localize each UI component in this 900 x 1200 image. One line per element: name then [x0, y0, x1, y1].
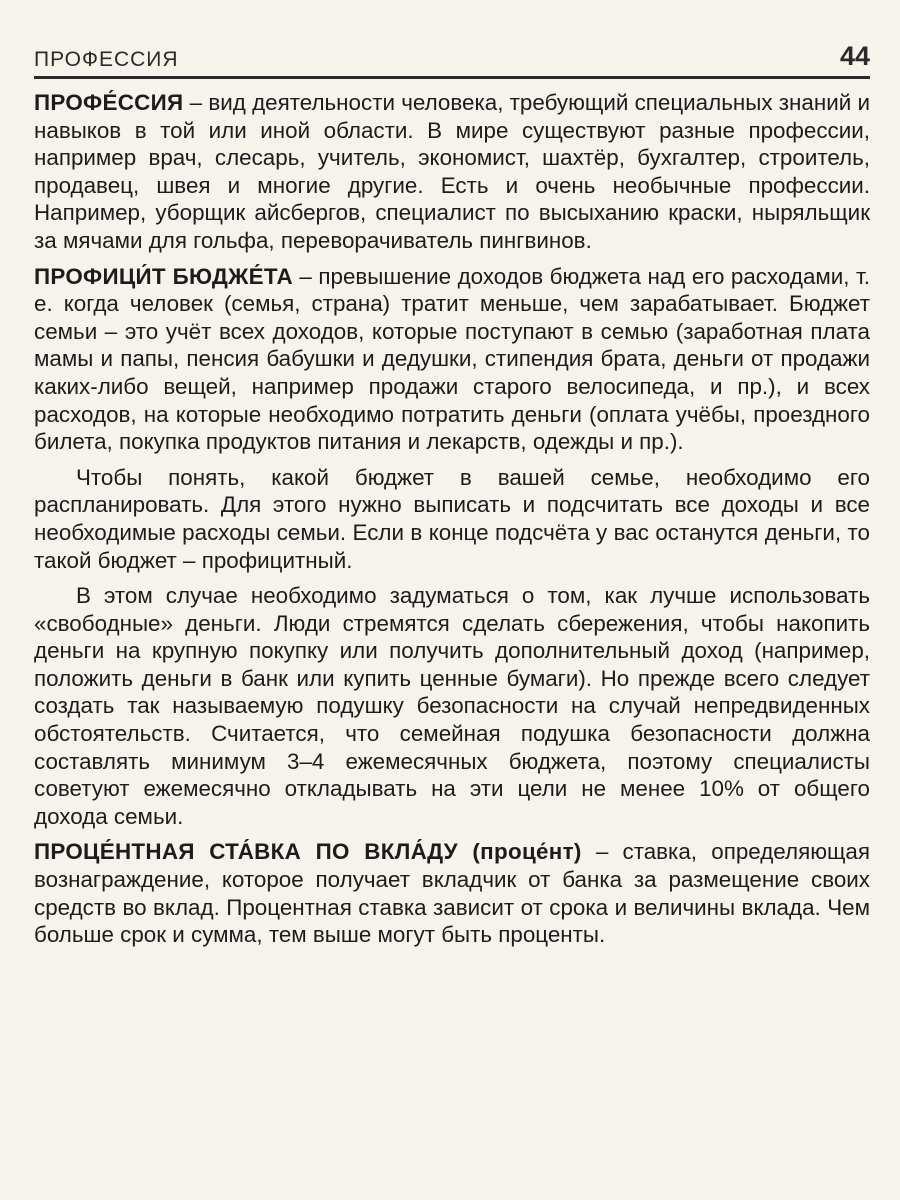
entry-definition: – вид деятельности человека, требующий специальных знаний и навыков в той или иной области. В мире существуют разные профессии, например врач, слесарь, учитель, экономист, шахтёр, бухгалтер, строитель, продавец, швея и многие другие. Есть и очень необычные профессии. Например, уборщик айсбергов, специалист по высыханию краски, ныряльщик за мячами для гольфа, переворачиватель пингвинов.	[34, 90, 870, 253]
body-paragraph: В этом случае необходимо задуматься о том, как лучше использовать «свободные» деньги. Люди стремятся сделать сбережения, чтобы накопить деньги на крупную покупку или получить дополнительный доход (например, положить деньги в банк или купить ценные бумаги). Но прежде всего следует создать так называемую подушку безопасности на случай непредвиденных обстоятельств. Считается, что семейная подушка безопасности должна составлять минимум 3–4 ежемесячных бюджета, поэтому специалисты советуют ежемесячно откладывать на эти цели не менее 10% от общего дохода семьи.	[34, 583, 870, 829]
entry-definition: – превышение доходов бюджета над его расходами, т. е. когда человек (семья, страна) тратит меньше, чем зарабатывает. Бюджет семьи – это учёт всех доходов, которые поступают в семью (заработная плата мамы и папы, пенсия бабушки и дедушки, стипендия брата, деньги от продажи каких-либо вещей, например продажи старого велосипеда, и пр.), и всех расходов, на которые необходимо потратить деньги (оплата учёбы, проездного билета, покупка продуктов питания и лекарств, одежды и пр.).	[34, 263, 871, 455]
entry-budget-surplus	[34, 263, 870, 456]
entry-deposit-interest-rate	[34, 838, 870, 948]
running-head	[34, 38, 870, 79]
entry-term: ПРОФИЦИ́Т БЮДЖЕ́ТА	[34, 263, 293, 289]
entry-profession	[34, 89, 870, 255]
body-paragraph: Чтобы понять, какой бюджет в вашей семье, необходимо его распланировать. Для этого нужно выписать и подсчитать все доходы и все необходимые расходы семьи. Если в конце подсчёта у вас останутся деньги, то такой бюджет – профицитный.	[34, 464, 870, 573]
entry-definition: – ставка, определяющая вознаграждение, которое получает вкладчик от банка за размещение своих средств во вклад. Процентная ставка зависит от срока и величины вклада. Чем больше срок и сумма, тем выше могут быть проценты.	[34, 839, 870, 948]
page-number: 44	[839, 41, 870, 71]
entry-term: ПРОЦЕ́НТНАЯ СТА́ВКА ПО ВКЛА́ДУ (проце́нт)	[34, 839, 582, 865]
running-head-section: ПРОФЕССИЯ	[34, 48, 179, 71]
entry-term: ПРОФЕ́ССИЯ	[34, 90, 184, 115]
page-content	[34, 89, 870, 949]
